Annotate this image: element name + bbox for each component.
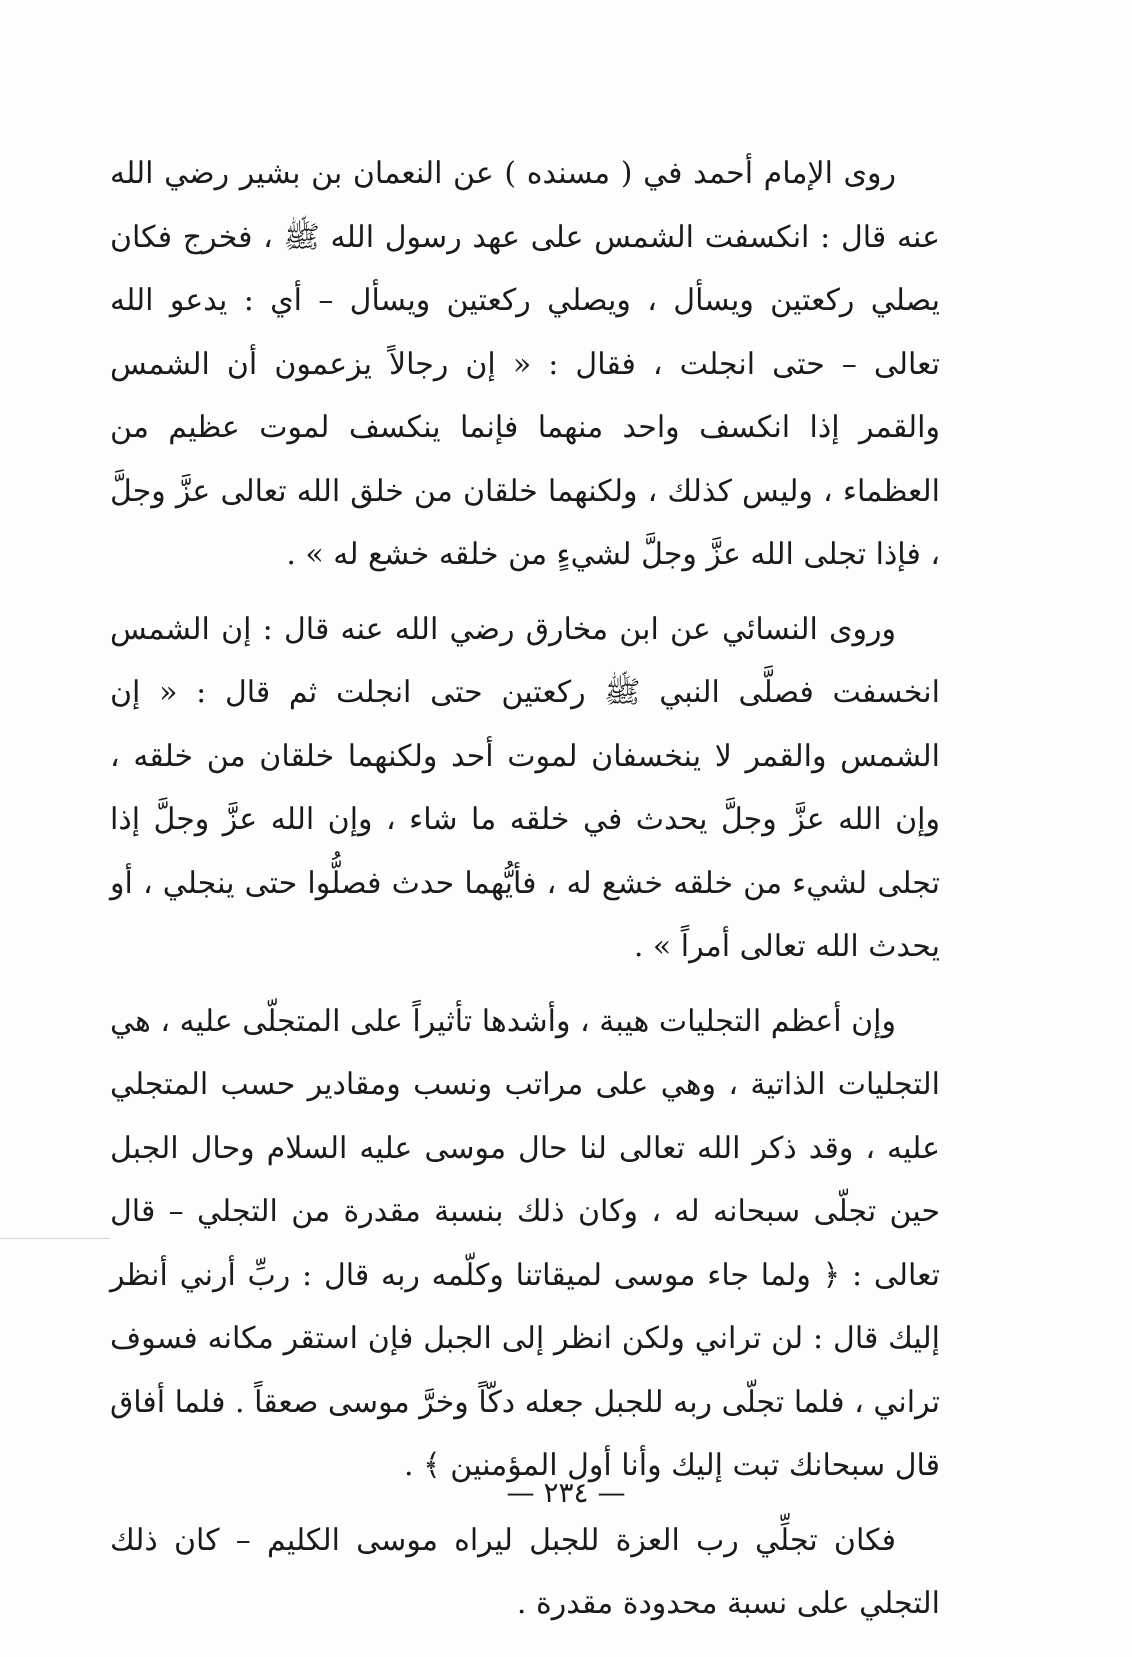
scan-artifact-line xyxy=(0,1238,110,1239)
paragraph-hadith-ahmad: روى الإمام أحمد في ( مسنده ) عن النعمان بن بشير رضي الله عنه قال : انكسفت الشمس على عهد رسول الله ﷺ ، فخرج فكان يصلي ركعتين ويسأل ، ويصلي ركعتين ويسأل – أي : يدعو الله تعالى – حتى انجلت ، فقال : « إن رجالاً يزعمون أن الشمس والقمر إذا انكسف واحد منهما فإنما ينكسف لموت عظيم من العظماء ، وليس كذلك ، ولكنهما خلقان من خلق الله تعالى عزَّ وجلَّ ، فإذا تجلى الله عزَّ وجلَّ لشيءٍ من خلقه خشع له » . xyxy=(110,156,940,572)
paragraph-hadith-nasai: وروى النسائي عن ابن مخارق رضي الله عنه قال : إن الشمس انخسفت فصلَّى النبي ﷺ ركعتين حتى انجلت ثم قال : « إن الشمس والقمر لا ينخسفان لموت أحد ولكنهما خلقان من خلقه ، وإن الله عزَّ وجلَّ يحدث في خلقه ما شاء ، وإن الله عزَّ وجلَّ إذا تجلى لشيء من خلقه خشع له ، فأيُّهما حدث فصلُّوا حتى ينجلي ، أو يحدث الله تعالى أمراً » . xyxy=(110,611,940,964)
body-text xyxy=(110,142,940,1636)
page-number: — ٢٣٤ — xyxy=(506,1476,626,1509)
paragraph-conclusion: فكان تجلِّي رب العزة للجبل ليراه موسى الكليم – كان ذلك التجلي على نسبة محدودة مقدرة . xyxy=(110,1522,940,1621)
paragraph-tajalliyat: وإن أعظم التجليات هيبة ، وأشدها تأثيراً على المتجلّى عليه ، هي التجليات الذاتية ، وهي على مراتب ونسب ومقادير حسب المتجلي عليه ، وقد ذكر الله تعالى لنا حال موسى عليه السلام وحال الجبل حين تجلّى سبحانه له ، وكان ذلك بنسبة مقدرة من التجلي – قال تعالى : ﴿ ولما جاء موسى لميقاتنا وكلّمه ربه قال : ربِّ أرني أنظر إليك قال : لن تراني ولكن انظر إلى الجبل فإن استقر مكانه فسوف تراني ، فلما تجلّى ربه للجبل جعله دكّاً وخرَّ موسى صعقاً . فلما أفاق قال سبحانك تبت إليك وأنا أول المؤمنين ﴾ . xyxy=(110,1003,940,1483)
